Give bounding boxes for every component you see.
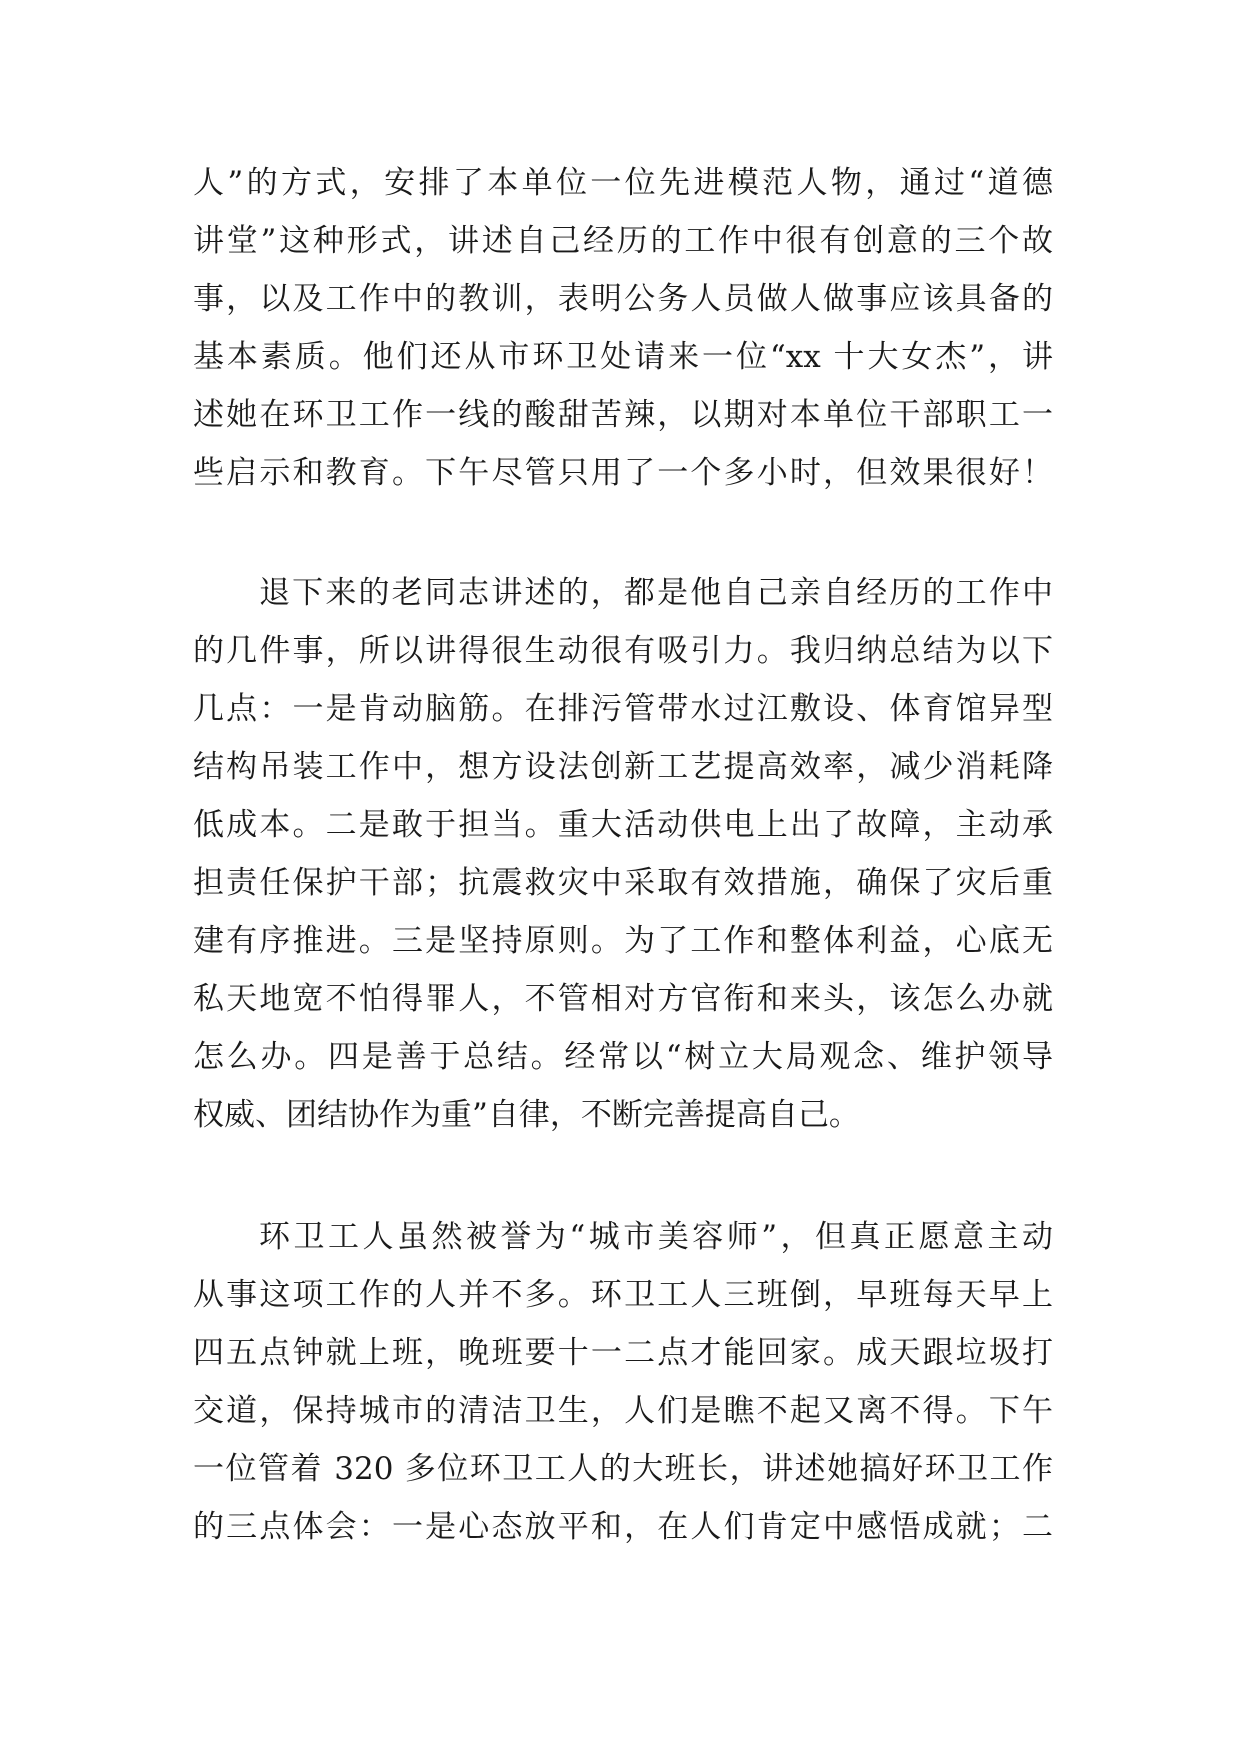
text-line: 基本素质。他们还从市环卫处请来一位“xx 十大女杰”，讲 [193,339,1053,375]
text-line: 些启示和教育。下午尽管只用了一个多小时，但效果很好！ [193,455,1053,491]
text-line: 私天地宽不怕得罪人，不管相对方官衔和来头，该怎么办就 [193,981,1053,1017]
text-line: 的三点体会：一是心态放平和，在人们肯定中感悟成就；二 [193,1509,1053,1545]
text-line: 讲堂”这种形式，讲述自己经历的工作中很有创意的三个故 [193,223,1053,259]
text-line: 从事这项工作的人并不多。环卫工人三班倒，早班每天早上 [193,1277,1053,1313]
text-line: 人”的方式，安排了本单位一位先进模范人物，通过“道德 [193,165,1053,201]
text-line: 怎么办。四是善于总结。经常以“树立大局观念、维护领导 [193,1039,1053,1075]
text-line: 退下来的老同志讲述的，都是他自己亲自经历的工作中 [259,575,1053,611]
text-line: 几点：一是肯动脑筋。在排污管带水过江敷设、体育馆异型 [193,691,1053,727]
text-line: 的几件事，所以讲得很生动很有吸引力。我归纳总结为以下 [193,633,1053,669]
text-line: 交道，保持城市的清洁卫生，人们是瞧不起又离不得。下午 [193,1393,1053,1429]
text-line: 事，以及工作中的教训，表明公务人员做人做事应该具备的 [193,281,1053,317]
text-line: 建有序推进。三是坚持原则。为了工作和整体利益，心底无 [193,923,1053,959]
text-line: 一位管着 320 多位环卫工人的大班长，讲述她搞好环卫工作 [193,1451,1053,1487]
paragraph-3 [193,1208,1053,1556]
text-line: 述她在环卫工作一线的酸甜苦辣，以期对本单位干部职工一 [193,397,1053,433]
text-line: 担责任保护干部；抗震救灾中采取有效措施，确保了灾后重 [193,865,1053,901]
text-line: 权威、团结协作为重”自律，不断完善提高自己。 [193,1097,860,1133]
paragraph-2 [193,564,1053,1144]
text-line: 结构吊装工作中，想方设法创新工艺提高效率，减少消耗降 [193,749,1053,785]
text-line: 环卫工人虽然被誉为“城市美容师”，但真正愿意主动 [259,1219,1053,1255]
paragraph-1 [193,154,1053,502]
text-line: 四五点钟就上班，晚班要十一二点才能回家。成天跟垃圾打 [193,1335,1053,1371]
text-line: 低成本。二是敢于担当。重大活动供电上出了故障，主动承 [193,807,1053,843]
